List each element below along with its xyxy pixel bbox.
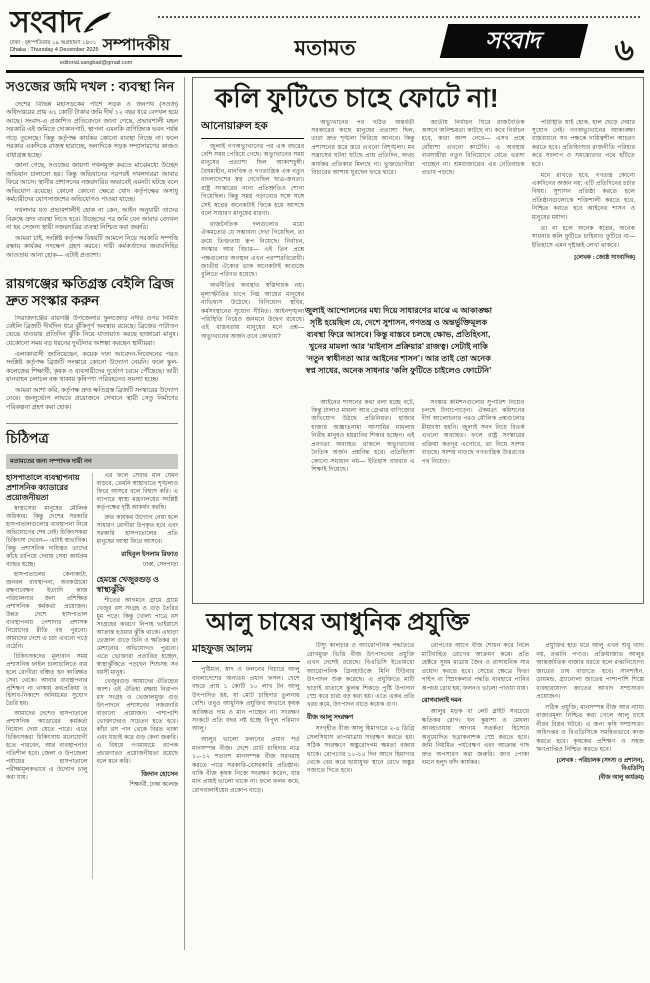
letters-disclaimer: মতামতের জন্য সম্পাদক দায়ী নন (6, 454, 178, 469)
page-label: মতামত (294, 37, 356, 60)
editorial-email: editorial.sangbad@gmail.com (59, 60, 133, 66)
body-paragraph: খেজুরগুড় আমাদের ঐতিহ্যের অংশ। এই ঐতিহ্য রক্ষায় নিরাপদ রস সংগ্রহ ও ভেজালমুক্ত গুড় উৎপাদনে প্রশাসনের নজরদারি বাড়ানো প্রয়োজন। পাশাপাশি ভোক্তাদেরও সচেতন হতে হবে। কাঁচা রস পান থেকে বিরত থাকা এবং যাচাই করে গুড় কেনা জরুরি। এ বিষয়ে গণমাধ্যমে ব্যাপক প্রচারণারও প্রয়োজনীয়তা রয়েছে বলে মনে করি। (96, 679, 178, 766)
body-paragraph: জানা গেছে, সওজের জায়গা দখলমুক্ত করতে মাঝেমধ্যে উচ্ছেদ অভিযান চালানো হয়। কিন্তু অভিযানের পরপরই দখলদাররা আবার ফিরে আসে। স্থানীয় প্রশাসনের নজরদারির অভাবেই এমনটা ঘটছে বলে অভিযোগ রয়েছে। কোনো কোনো ক্ষেত্রে খোদ কর্তৃপক্ষের অসাধু কর্মচারীদের যোগসাজশের অভিযোগও পাওয়া যাচ্ছে। (6, 162, 178, 204)
body-paragraph: আমরা চাই, সংশ্লিষ্ট কর্তৃপক্ষ বিষয়টি আমলে নিয়ে সরকারি সম্পত্তি রক্ষায় কার্যকর পদক্ষেপ গ্রহণ করবে। দায়ী কর্মকর্তাদের জবাবদিহির আওতায় আনা হোক— এটাই প্রত্যাশা। (6, 234, 178, 259)
body-paragraph: রোপণের আগে বীজ শোধন করে নিলে মাটিবাহিত রোগের আক্রমণ কমে। প্রতি হেক্টরে সুষম মাত্রায় জৈব ও রাসায়নিক সার প্রয়োগ করতে হবে। সেচের ক্ষেত্রে ফিতা পাইপ বা স্প্রিংকলার পদ্ধতি ব্যবহারে পানির অপচয় রোধ হয়, ফলনও ভালো পাওয়া যায়। (421, 642, 530, 692)
logo-box (440, 24, 588, 58)
column-text-block (422, 119, 525, 307)
bottom-byline: মাহফুজ আলম (192, 642, 300, 662)
pull-quote: জুলাই আন্দোলনের মধ্য দিয়ে সাধারণের মাঝে এ আকাঙ্ক্ষা সৃষ্টি হয়েছিল যে, দেশে সুশাসন, গণতন্ত্র ও অন্তর্ভুক্তিমূলক ব্যবস্থা ফিরে আসবে। কিন্তু বাস্তবে চলছে ক্ষোভ, প্রতিহিংসা, খুনের মামলা আর ‘মাইনাস প্রক্রিয়ার’ রাজত্ব। সেটাই নাকি ‘নতুন স্বাধীনতা আর আইনের শাসন’। আর তাই তো অনেক স্বপ্ন সাধের, অনেক সাধনার ‘কলি ফুটিতে চাইলেও ফোটেনি’ (304, 305, 493, 376)
letters-section (6, 423, 178, 879)
letter-1-signature-address: ঢাকা, সেনপাড়া (143, 561, 178, 568)
logo-text: সংবাদ (10, 6, 81, 39)
editorial-2-body (6, 315, 178, 415)
body-paragraph: প্রযুক্তির হাত ধরে আলু এখন শুধু খাদ্য নয়, রপ্তানি পণ্যও। প্রক্রিয়াজাত আলুর আন্তর্জাতিক বাজার ধরতে হলে রপ্তানিযোগ্য জাতের চাষ বাড়াতে হবে। সানশাইন, ডায়মন্ড, গ্র্যানোলা জাতের পাশাপাশি শিল্পে ব্যবহারযোগ্য জাতের আবাদ সম্প্রসারণ প্রয়োজন। (536, 642, 644, 700)
body-paragraph: শীতের আগমনে গ্রামে গ্রামে খেজুর রস সংগ্রহ ও গুড় তৈরির ধুম পড়ে। কিন্তু খোলা পাত্রে রস সংগ্রহের কারণে নিপাহ ভাইরাসে আক্রান্ত হওয়ার ঝুঁকি থাকে। এছাড়া ভেজাল গুড়ে চিনি ও ক্ষতিকর রং মেশানোর অভিযোগও পুরনো। এতে ভোক্তারা প্রতারিত হচ্ছেন, স্বাস্থ্যঝুঁকিতে পড়ছেন শিশুসহ সব বয়সী মানুষ। (96, 597, 178, 676)
page-number: ৬ (614, 34, 634, 67)
opinion-headline: কলি ফুটিতে চাহে ফোটে না! (215, 83, 499, 113)
bottom-column-1 (192, 642, 300, 950)
body-paragraph: সঠিক প্রযুক্তি, মানসম্পন্ন বীজ আর ন্যায্য বাজারমূল্য নিশ্চিত করা গেলে আলু চাষে নীরব বিপ্লব ঘটবে। এ জন্য কৃষি সম্প্রসারণ অধিদপ্তর ও বিএডিসিকে সমন্বিতভাবে কাজ করতে হবে। কৃষকের প্রশিক্ষণ ও সহজ ঋণপ্রাপ্তিও নিশ্চিত করতে হবে। (536, 703, 644, 753)
masthead (6, 8, 644, 68)
body-paragraph: আমাদের দেশেও হাসপাতালে প্রশাসনিক ক্যাডারের কর্মকর্তা নিয়োগ দেয়া যেতে পারে। এতে চিকিৎসকরা চিকিৎসায় মনোযোগী হতে পারবেন, আর ব্যবস্থাপনাও গতিশীল হবে। জেলা ও উপজেলা পর্যায়ের হাসপাতালে পরীক্ষামূলকভাবে এ উদ্যোগ চালু করা যায়। (6, 711, 88, 782)
opinion-column-1 (201, 119, 304, 587)
page-content (6, 77, 644, 950)
body-paragraph: আলুর ভালো ফলনের প্রধান শর্ত মানসম্পন্ন বীজ। দেশে মোট চাহিদার মাত্র ১০-১২ শতাংশ মানসম্পন্ন বীজ সরবরাহ করতে পারে সরকারি-বেসরকারি প্রতিষ্ঠান। বাকি বীজ কৃষক নিজে সংরক্ষণ করেন, যার মান প্রায়ই ভালো থাকে না। ফলে ফলন কমে, রোগবালাইয়ের প্রকোপ বাড়ে। (192, 736, 300, 794)
main-column (185, 77, 644, 950)
dotted-divider (158, 16, 640, 18)
opinion-article (192, 77, 644, 604)
letters-columns (6, 473, 178, 879)
body-paragraph: দ্রুত কার্যকর উদ্যোগ নেয়া হলে সাধারণ রোগীরা উপকৃত হবে এবং সরকারি হাসপাতালের প্রতি মানুষের আস্থা ফিরে আসবে। (96, 514, 178, 545)
bottom-column-3 (422, 642, 530, 950)
body-paragraph: রাজনৈতিক দলগুলোর মধ্যে ঐকমত্যের যে সম্ভাবনা দেখা গিয়েছিল, তা ক্রমে তিক্ততায় রূপ নিয়েছে। নির্বাচন, সংস্কার আর বিচার— এই তিন প্রশ্নে পক্ষগুলোর অবস্থান এখন পরস্পরবিরোধী। জাতীয় ঐক্যের ডাক অনেকটাই কাগুজে বুলিতে পরিণত হয়েছে। (201, 220, 305, 279)
logo-box-text: সংবাদ (484, 26, 545, 53)
editorial-2 (6, 270, 178, 415)
bottom-column-4 (536, 642, 644, 950)
body-paragraph: হাসপাতালের কেনাকাটা, জনবল ব্যবস্থাপনা, অবকাঠামো রক্ষণাবেক্ষণ ইত্যাদি কাজ পরিচালনার জন্য প্রশিক্ষিত প্রশাসনিক কর্মকর্তা প্রয়োজন। উন্নত দেশে হাসপাতাল ব্যবস্থাপনায় পেশাদার প্রশাসক নিয়োগের রীতি বহু পুরনো। আমাদের দেশে এ চর্চা এখনো গড়ে ওঠেনি। (6, 571, 88, 650)
body-paragraph: স্বাস্থ্যসেবা মানুষের মৌলিক অধিকার। কিন্তু দেশের সরকারি হাসপাতালগুলোর ব্যবস্থাপনা নিয়ে অভিযোগের শেষ নেই। চিকিৎসকরা চিকিৎসা দেবেন— এটাই স্বাভাবিক। কিন্তু প্রশাসনিক দায়িত্বও তাদের কাঁধে চাপিয়ে দেয়ায় সেবা কার্যক্রম ব্যাহত হচ্ছে। (6, 506, 88, 568)
body-paragraph: এলাকাবাসী জানিয়েছেন, কয়েক দফা আবেদন-নিবেদনের পরও সংশ্লিষ্ট কর্তৃপক্ষ ব্রিজটি সংস্কারে কোনো উদ্যোগ নেয়নি। ফলে স্কুল-কলেজের শিক্ষার্থী, কৃষক ও ব্যবসায়ীদের দুর্ভোগ চরমে পৌঁছেছে। ভারী যানবাহন চলাচল বন্ধ থাকায় কৃষিপণ্য পরিবহনেও সমস্যা হচ্ছে। (6, 350, 178, 384)
opinion-byline: আনোয়ারুল হক (201, 119, 304, 139)
body-paragraph: মনে রাখতে হবে, গণতন্ত্র কোনো একদিনের অর্জন নয়; এটি প্রতিদিনের চর্চার বিষয়। সুশাসন প্রতিষ্ঠা করতে হলে প্রতিষ্ঠানগুলোকে শক্তিশালী করতে হবে, নিশ্চিত করতে হবে আইনের শাসন ও মানুষের মর্যাদা। (531, 171, 635, 221)
sub-heading: রোগবালাই দমন (421, 697, 462, 705)
opinion-columns (201, 119, 635, 587)
body-paragraph: অর্থনীতির অবস্থাও স্বস্তিদায়ক নয়। মূল্যস্ফীতির চাপে নিম্ন আয়ের মানুষের নাভিশ্বাস উঠেছে। বিনিয়োগ স্থবির, কর্মসংস্থানের সুযোগ সীমিত। আইনশৃঙ্খলা পরিস্থিতি নিয়েও জনমনে উদ্বেগ রয়েছে। এই বাস্তবতায় মানুষের মনে প্রশ্ন— অভ্যুত্থানের অর্জন তবে কোথায়? (201, 282, 305, 340)
letter-2-signature (97, 769, 179, 790)
editorial-1-body (6, 101, 178, 263)
letters-column-a (6, 473, 93, 879)
masthead-rule (6, 70, 644, 73)
letter-2-signature-address: শিক্ষার্থী, ঢাকা কলেজ (129, 782, 178, 789)
letter-1-signature-name: রাহিবুল ইসলাম রিফাত (121, 550, 178, 558)
bottom-attribution-line-1: [লেখক : পরিচালক (সদস্য ও প্রশাসন), বিএডিসি] (556, 758, 644, 773)
body-paragraph: সংগৃহীত বীজ আলু হিমাগারে ২-৪ ডিগ্রি সেলসিয়াস তাপমাত্রায় সংরক্ষণ করতে হয়। সঠিক সংরক্ষণে অঙ্কুরোদগম ক্ষমতা বজায় থাকে। রোপণের ১০-১৫ দিন আগে হিমাগার থেকে বের করে ছায়াযুক্ত স্থানে রেখে অঙ্কুর গজাতে দিতে হবে। (306, 725, 415, 775)
dateline-bn: ঢাকা : বৃহস্পতিবার ১৯ অগ্রহায়ণ ১৪৩১ (10, 40, 97, 46)
left-column (6, 77, 185, 950)
editorial-1-headline: সওজের জমি দখল : ব্যবস্থা নিন (6, 79, 175, 94)
opinion-column-4 (532, 119, 635, 587)
bottom-columns (192, 642, 644, 950)
letters-column-b (93, 473, 179, 879)
body-paragraph: আইনের শাসনের কথা বলা হচ্ছে বটে, কিন্তু ঢালাও মামলা আর গ্রেপ্তার বাণিজ্যের অভিযোগ উঠছে প্রতিনিয়ত। হাজার হাজার অজ্ঞাতনামা আসামির মামলায় নিরীহ মানুষও হয়রানির শিকার হচ্ছেন। এই প্রবণতা অব্যাহত থাকলে অভ্যুত্থানের নৈতিক অর্জন প্রশ্নবিদ্ধ হবে। প্রতিহিংসা কোনো সমাধান নয়— ইতিহাস বারবার এ শিক্ষাই দিয়েছে। (311, 398, 415, 473)
column-text-block (422, 399, 525, 469)
body-paragraph: পরিস্থিতি যাই হোক, হাল ছেড়ে দেয়ার সুযোগ নেই। গণঅভ্যুত্থানের আকাঙ্ক্ষা বাস্তবায়নে সব পক্ষকে দায়িত্বশীল আচরণ করতে হবে। প্রতিহিংসার রাজনীতি পরিহার করে সংলাপ ও সমঝোতার পথে হাঁটতে হবে। (531, 118, 635, 168)
column-text-block (311, 399, 414, 477)
body-paragraph: আমরা আশা করি, কর্তৃপক্ষ দ্রুত ক্ষতিগ্রস্ত ব্রিজটি সংস্কারের উদ্যোগ নেবে। জনদুর্ভোগ লাঘবে প্রয়োজনে সেখানে স্থায়ী সেতু নির্মাণের পরিকল্পনা গ্রহণ করা হোক। (6, 387, 178, 411)
body-paragraph: জুলাই গণঅভ্যুত্থানের পর এক বছরের বেশি সময় পেরিয়ে গেছে। অভ্যুত্থানের সময় মানুষের প্রত্যাশা ছিল আকাশচুম্বী। বৈষম্যহীন, মানবিক ও গণতান্ত্রিক এক নতুন বাংলাদেশের স্বপ্ন দেখেছিল ছাত্র-জনতা। রাষ্ট্র সংস্কারের নানা প্রতিশ্রুতিও শোনা গিয়েছিল। কিন্তু সময় গড়ানোর সঙ্গে সঙ্গে সেই স্বপ্নের অনেকটাই ফিকে হয়ে আসছে বলে সাধারণ মানুষের ধারণা। (201, 142, 305, 217)
letter-1-headline: হাসপাতালে ব্যবস্থাপনায় প্রশাসনিক ক্যাডারের প্রয়োজনীয়তা (6, 472, 80, 503)
sub-heading: বীজ আলু সংরক্ষণ (306, 714, 354, 722)
letter-2-headline: হেমন্তে খেজুরগুড় ও স্বাস্থ্যঝুঁকি (96, 574, 159, 594)
letter-1-signature (97, 549, 179, 570)
section-title: সম্পাদকীয় (102, 37, 170, 54)
body-paragraph: সংস্কার কমিশনগুলোর সুপারিশ নিয়েও চলছে টানাপোড়েন। ঐকমত্য কমিশনের দীর্ঘ আলোচনার পরও মৌলিক প্রশ্নগুলোর মীমাংসা হয়নি। জুলাই সনদ নিয়ে বিতর্ক এখনো অব্যাহত। ফলে রাষ্ট্র সংস্কারের প্রক্রিয়া কতদূর এগোবে, তা নিয়ে সংশয় বাড়ছে। সংশয় বাড়ছে গণতান্ত্রিক উত্তরণের পথ নিয়েও। (421, 398, 525, 465)
body-paragraph: দেশের বিভিন্ন মহাসড়কের পাশে সড়ক ও জনপথ (সওজ) অধিদপ্তরের প্রায় ৬১ কোটি টাকার জমি দীর্ঘ ১২ বছর ধরে বেদখল হয়ে আছে। সংবাদ-এ প্রকাশিত প্রতিবেদনে জানা গেছে, প্রভাবশালী মহল সরকারি এই জমিতে দোকানপাট, স্থাপনা এমনকি বাণিজ্যিক ভবন পর্যন্ত গড়ে তুলেছে। কিন্তু কর্তৃপক্ষ কার্যকর কোনো ব্যবস্থা নিচ্ছে না। ফলে সরকার একদিকে রাজস্ব হারাচ্ছে, অন্যদিকে সড়ক সম্প্রসারণের কাজও বাধাগ্রস্ত হচ্ছে। (6, 100, 178, 159)
bottom-article (192, 610, 644, 950)
body-paragraph: এর ফলে সেবার মান যেমন বাড়বে, তেমনি স্বাস্থ্যখাতে শৃঙ্খলাও ফিরে আসবে বলে বিশ্বাস করি। এ ব্যাপারে স্বাস্থ্য মন্ত্রণালয়ের সংশ্লিষ্ট কর্তৃপক্ষের দৃষ্টি আকর্ষণ করছি। (96, 472, 178, 511)
body-paragraph: জাতীয় নির্বাচন ঘিরে রাজনৈতিক অঙ্গনে অনিশ্চয়তা কাটছে না। কবে নির্বাচন হবে, কারা অংশ নেবে— এসব প্রশ্নে ধোঁয়াশা এখনো কাটেনি। এ অবস্থায় ব্যবসায়ীরা নতুন বিনিয়োগে যেতে ভরসা পাচ্ছেন না। শ্রমবাজারেও এর নেতিবাচক প্রভাব পড়ছে। (421, 118, 525, 177)
body-paragraph: দখলদার যত প্রভাবশালীই হোক না কেন, আইন অনুযায়ী তাদের বিরুদ্ধে দ্রুত ব্যবস্থা নিতে হবে। উচ্ছেদের পর জমি যেন আবার বেদখল না হয় সেজন্য স্থায়ী নজরদারির ব্যবস্থা নিশ্চিত করা জরুরি। (6, 207, 178, 231)
body-paragraph: তা না হলে অনেক স্বপ্নের, অনেক সাধনার কলি ফুটিতে চাহিয়াও ফুটিবে না— ইতিহাসে এমন দৃষ্টান্তই লেখা থাকবে। (531, 224, 635, 249)
body-paragraph: পুষ্টিমান, স্বাদ ও ফলনের বিচারে আলু বাংলাদেশের অন্যতম প্রধান ফসল। দেশে বছরে প্রায় ১ কোটি ১০ লাখ টন আলু উৎপাদিত হয়, যা মোট চাহিদার তুলনায় বেশি। তবুও আধুনিক প্রযুক্তির অভাবে কৃষক কাঙ্ক্ষিত দাম ও মান পাচ্ছেন না। সংরক্ষণ সংকটে প্রতি বছর নষ্ট হচ্ছে বিপুল পরিমাণ আলু। (192, 666, 300, 733)
letter-2-signature-name: জিদান হোসেন (141, 771, 178, 779)
bottom-headline: আলু চাষের আধুনিক প্রযুক্তি (206, 609, 470, 636)
bottom-attribution (536, 757, 644, 781)
column-text-block (311, 119, 414, 307)
bottom-attribution-line-2: (বীজ আলু কার্যক্রম) (598, 774, 644, 781)
body-paragraph: টিস্যু কালচার ও অ্যারোপনিক পদ্ধতিতে রোগমুক্ত ভিত্তি বীজ উৎপাদনের প্রযুক্তি এখন দেশেই রয়েছে। বিএডিসি ইতোমধ্যে অ্যারোপনিক গ্রিনহাউজে মিনি টিউবার উৎপাদন শুরু করেছে। এ প্রযুক্তিতে মাটি ছাড়াই বাতাসে ঝুলন্ত শিকড়ে পুষ্টি উপাদান স্প্রে করে চারা বড় করা হয়। এতে একর প্রতি খরচ কমে, উৎপাদন বাড়ে কয়েক গুণ। (306, 642, 415, 709)
body-paragraph: অভ্যুত্থানের পর গঠিত অন্তর্বর্তী সরকারের কাছে মানুষের প্রত্যাশা ছিল, তারা দ্রুত শৃঙ্খলা ফিরিয়ে আনবে। কিন্তু প্রশাসনের স্তরে স্তরে এখনো বিশৃঙ্খলা। মব সন্ত্রাসের ঘটনা ঘটছে প্রায় প্রতিদিন, অথচ কার্যকর প্রতিকার মিলছে না। ভুক্তভোগীরা বিচারের আশায় ঘুরছেন দ্বারে দ্বারে। (311, 118, 415, 177)
bottom-column-2 (307, 642, 415, 950)
body-paragraph: সিরাজগঞ্জের রায়গঞ্জ উপজেলার ফুলজোড় নদীর ওপর নির্মিত বেইলি ব্রিজটি দীর্ঘদিন ধরে ঝুঁকিপূর্ণ অবস্থায় রয়েছে। ব্রিজের পাটাতন ভেঙে যাওয়ায় প্রতিদিন ঝুঁকি নিয়ে যাতায়াত করছে হাজারো মানুষ। যেকোনো সময় বড় ধরনের দুর্ঘটনার আশঙ্কা করছেন স্থানীয়রা। (6, 314, 178, 347)
dateline-en: Dhaka : Thursday 4 December 2025 (10, 47, 99, 53)
editorial-2-headline: রায়গঞ্জের ক্ষতিগ্রস্ত বেইলি ব্রিজ দ্রুত সংস্কার করুন (6, 275, 175, 308)
editorial-1 (6, 79, 178, 263)
body-paragraph: আলুর মড়ক বা লেট ব্লাইট সবচেয়ে ক্ষতিকর রোগ। ঘন কুয়াশা ও মেঘলা আবহাওয়ায় আগাম সতর্কতা হিসেবে অনুমোদিত ছত্রাকনাশক স্প্রে করতে হবে। জমি নিয়মিত পর্যবেক্ষণ এবং আক্রান্ত গাছ দ্রুত অপসারণ করা জরুরি। জাব পোকা দমনে হলুদ ফাঁদ কার্যকর। (421, 708, 530, 766)
opinion-attribution: [লেখক : জ্যেষ্ঠ সাংবাদিক] (574, 254, 635, 261)
letters-section-title: চিঠিপত্র (6, 429, 49, 446)
body-paragraph: চিকিৎসকদের মূল্যবান সময় প্রশাসনিক ফাইল চালাচালিতে ব্যয় হলে রোগীরা বঞ্চিত হন কাঙ্ক্ষিত সেবা থেকে। আবার ব্যবস্থাপনার প্রশিক্ষণ না থাকায় ক্রয়প্রক্রিয়া ও হিসাব-নিকাশে অনিয়মের সুযোগ তৈরি হয়। (6, 653, 88, 708)
